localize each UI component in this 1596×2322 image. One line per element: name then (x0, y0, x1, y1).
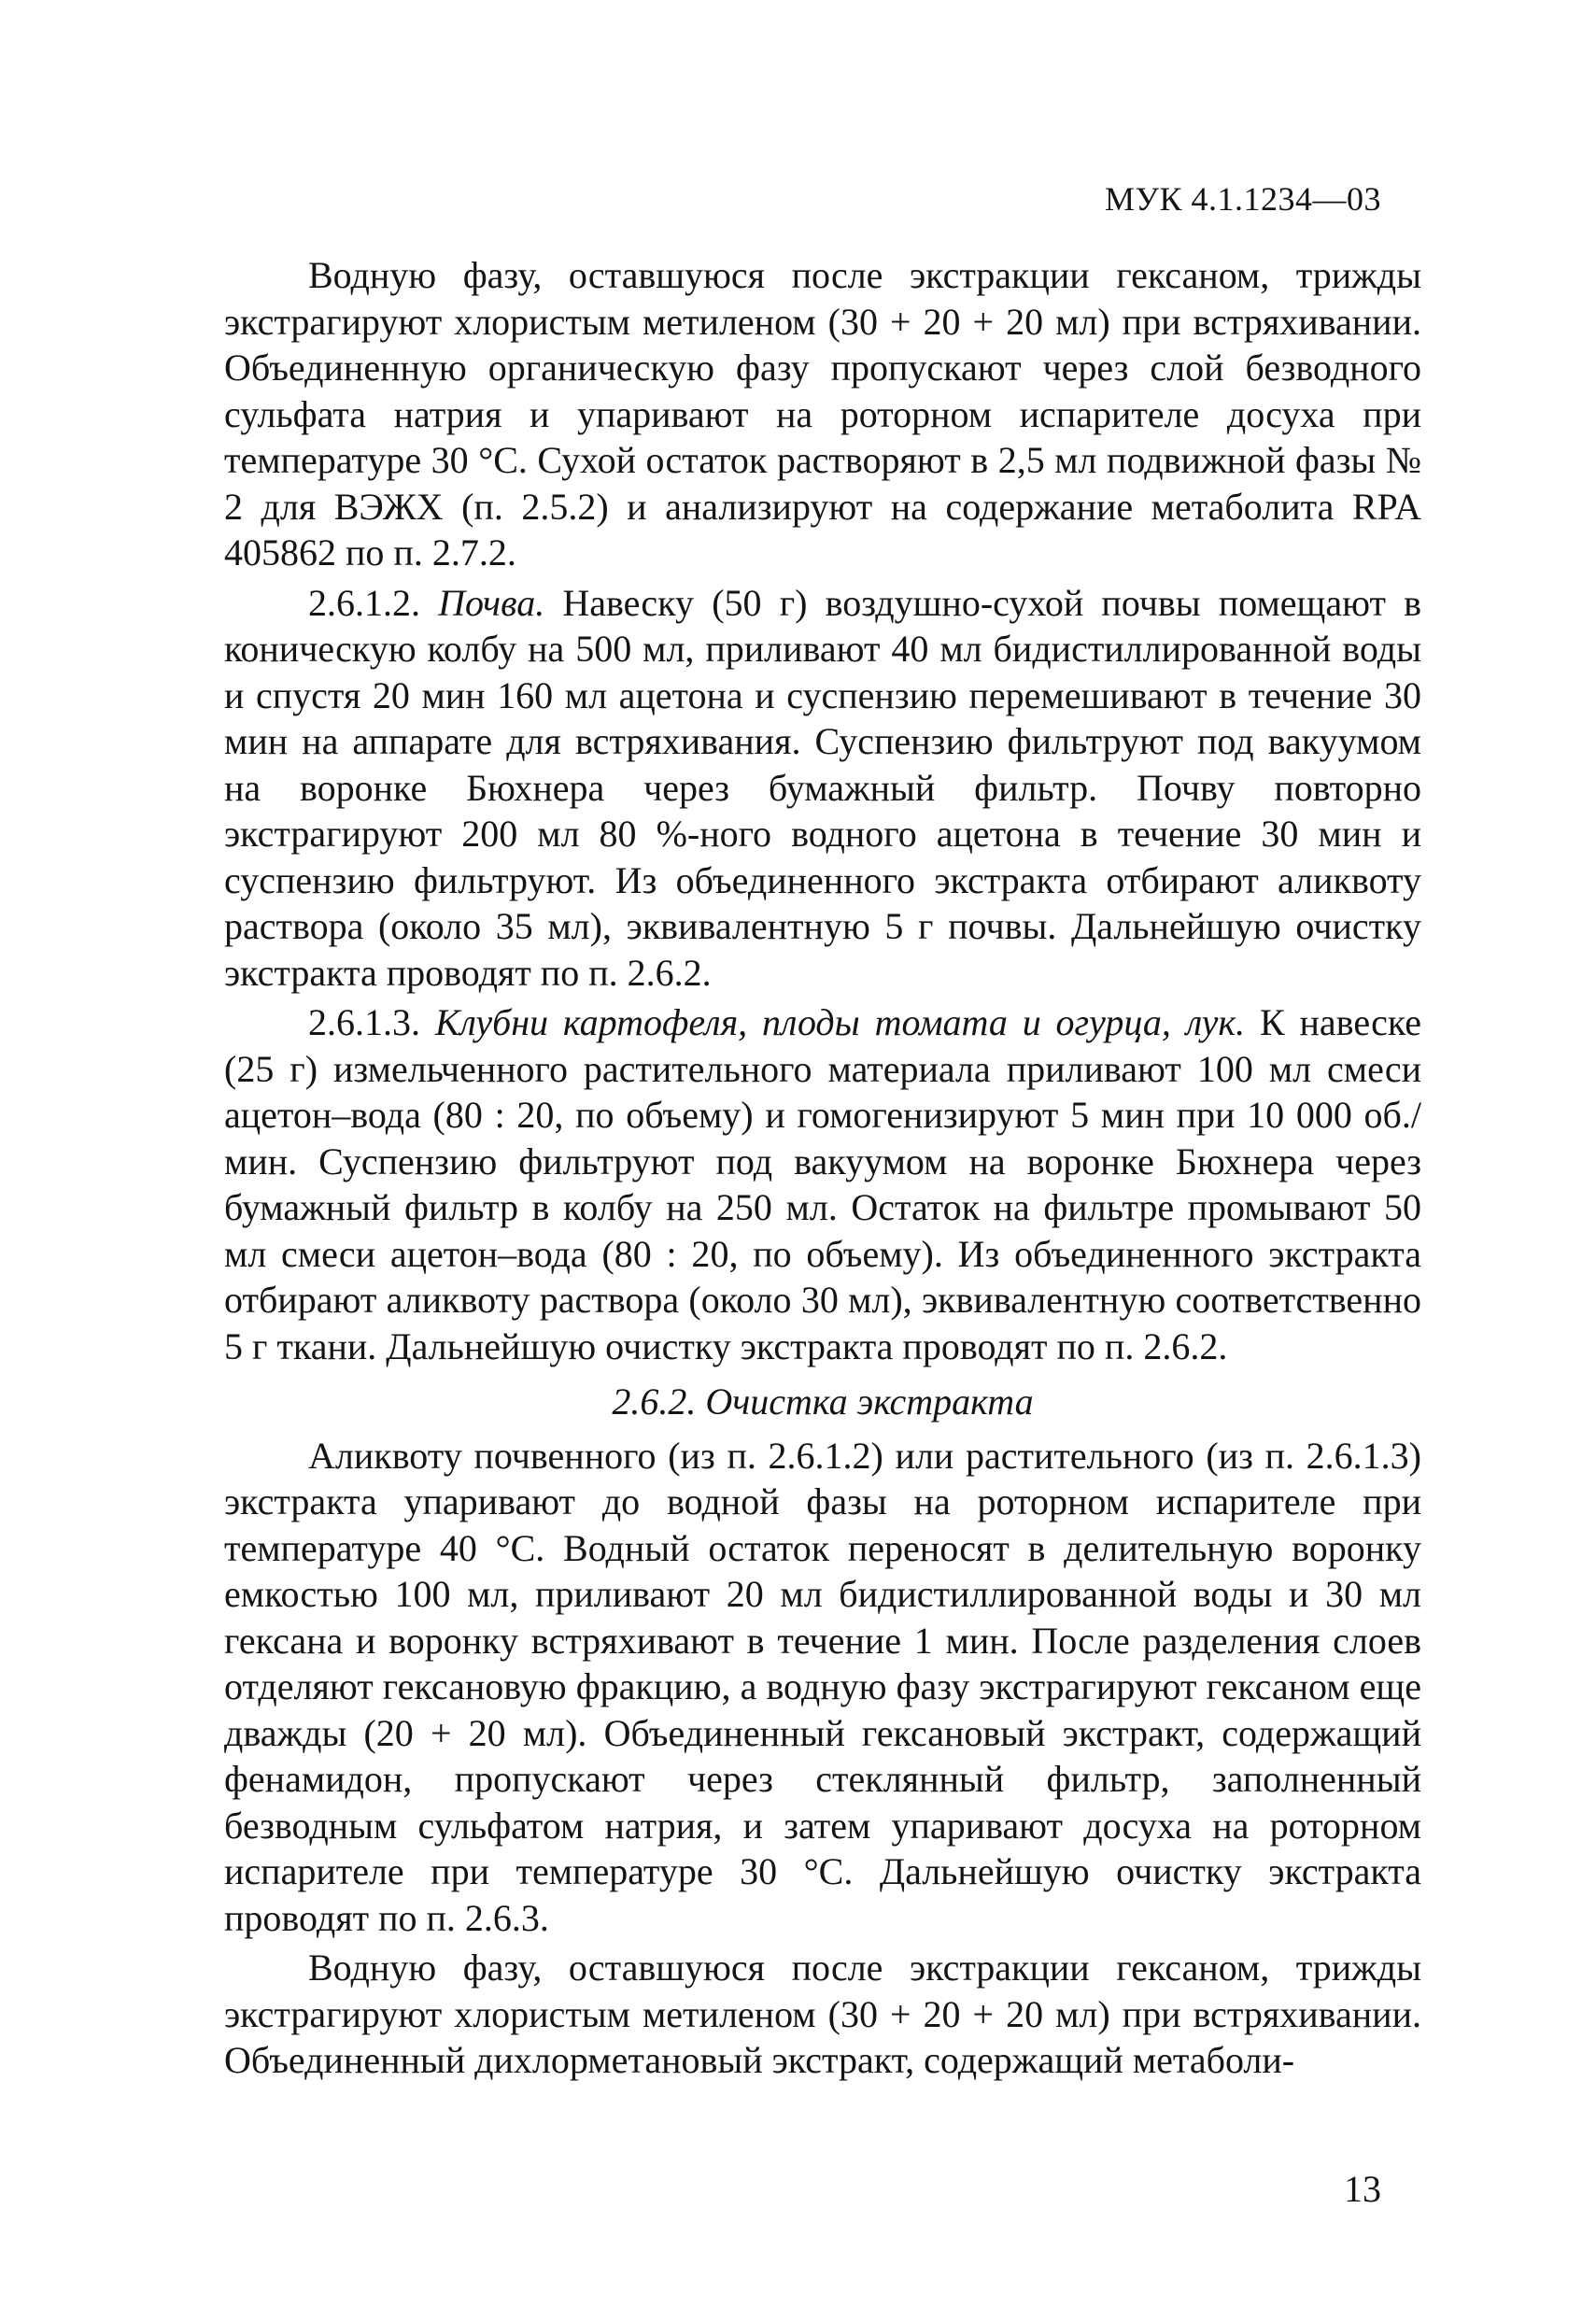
paragraph-soil (224, 580, 1421, 997)
clause-title-soil: Почва. (438, 581, 545, 624)
clause-title-plants: Клубни картофеля, плоды томата и огурца, лук. (434, 1001, 1246, 1043)
clause-number: 2.6.1.3. (308, 1001, 420, 1043)
clause-text-plants: К навеске (25 г) измельченного растительного материала приливают 100 мл смеси ацетон–вода (80 : 20, по объему) и гомогенизируют 5 мин при 10 000 об./мин. Суспензию фильтруют под вакуумом на воронке Бюхнера через бумажный фильтр в колбу на 250 мл. Остаток на фильтре промывают 50 мл смеси ацетон–вода (80 : 20, по объему). Из объединенного экстракта отбирают аликвоту раствора (около 30 мл), эквивалентную соответственно 5 г ткани. Дальнейшую очистку экстракта проводят по п. 2.6.2. (224, 1001, 1422, 1367)
document-code-header: МУК 4.1.1234—03 (1104, 180, 1381, 218)
paragraph-plants (224, 999, 1421, 1369)
paragraph-aqueous-phase-dichloromethane: Водную фазу, оставшуюся после экстракции гексаном, трижды экстрагируют хлористым метиленом (30 + 20 + 20 мл) при встряхивании. Объединенный дихлорметановый экстракт, содержащий метаболи- (224, 1947, 1421, 2081)
document-body (224, 252, 1421, 2084)
page-number: 13 (1344, 2168, 1381, 2210)
clause-number: 2.6.1.2. (308, 581, 420, 624)
section-title-extract-cleanup: 2.6.2. Очистка экстракта (612, 1380, 1034, 1423)
paragraph-extract-cleanup: Аликвоту почвенного (из п. 2.6.1.2) или растительного (из п. 2.6.1.3) экстракта упаривают до водной фазы на роторном испарителе при температуре 40 °С. Водный остаток переносят в делительную воронку емкостью 100 мл, приливают 20 мл бидистиллированной воды и 30 мл гексана и воронку встряхивают в течение 1 мин. После разделения слоев отделяют гексановую фракцию, а водную фазу экстрагируют гексаном еще дважды (20 + 20 мл). Объединенный гексановый экстракт, содержащий фенамидон, пропускают через стеклянный фильтр, заполненный безводным сульфатом натрия, и затем упаривают досуха на роторном испарителе при температуре 30 °С. Дальнейшую очистку экстракта проводят по п. 2.6.3. (224, 1434, 1421, 1939)
clause-text-soil: Навеску (50 г) воздушно-сухой почвы помещают в коническую колбу на 500 мл, приливают 40 мл бидистиллированной воды и спустя 20 мин 160 мл ацетона и суспензию перемешивают в течение 30 мин на аппарате для встряхивания. Суспензию фильтруют под вакуумом на воронке Бюхнера через бумажный фильтр. Почву повторно экстрагируют 200 мл 80 %-ного водного ацетона в течение 30 мин и суспензию фильтруют. Из объединенного экстракта отбирают аликвоту раствора (около 35 мл), эквивалентную 5 г почвы. Дальнейшую очистку экстракта проводят по п. 2.6.2. (224, 581, 1421, 994)
paragraph-aqueous-phase-extraction: Водную фазу, оставшуюся после экстракции гексаном, трижды экстрагируют хлористым метиленом (30 + 20 + 20 мл) при встряхивании. Объединенную органическую фазу пропускают через слой безводного сульфата натрия и упаривают на роторном испарителе досуха при температуре 30 °С. Сухой остаток растворяют в 2,5 мл подвижной фазы № 2 для ВЭЖХ (п. 2.5.2) и анализируют на содержание метаболита RPA 405862 по п. 2.7.2. (224, 254, 1421, 573)
